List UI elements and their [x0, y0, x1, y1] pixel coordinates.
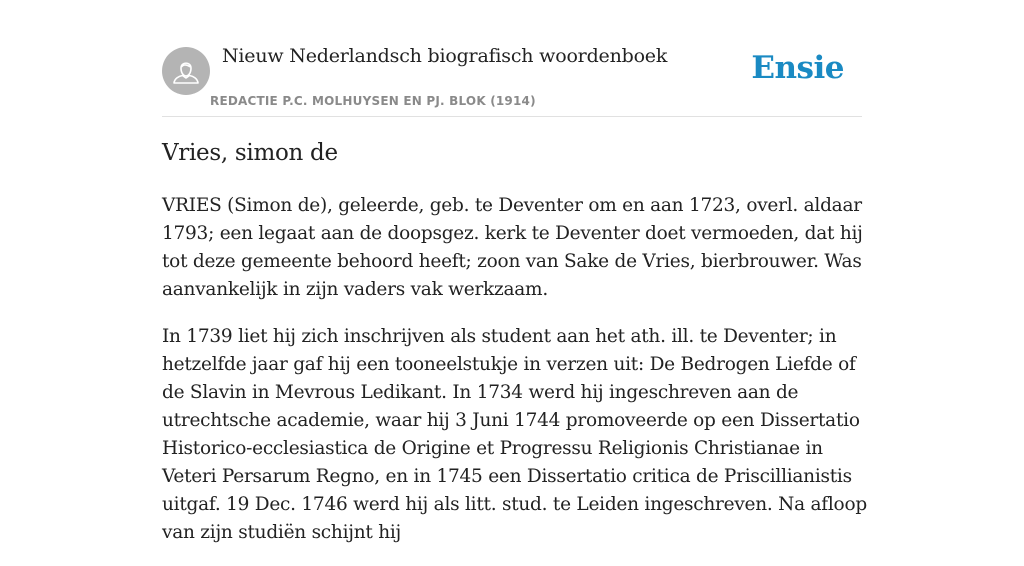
entry-paragraph: VRIES (Simon de), geleerde, geb. te Deventer om en aan 1723, overl. aldaar 1793; een legaat aan de doopsgez. kerk te Deventer doet vermoeden, dat hij tot deze gemeente behoord heeft; zoon van Sake de Vries, bierbrouwer. Was aanvankelijk in zijn vaders vak werkzaam. [162, 195, 863, 300]
ensie-logo[interactable]: Ensie [751, 50, 844, 86]
source-header [162, 40, 862, 117]
entry-body [162, 192, 872, 566]
book-title[interactable]: Nieuw Nederlandsch biografisch woordenboek [222, 45, 668, 67]
user-icon [162, 47, 210, 95]
book-editors: REDACTIE P.C. MOLHUYSEN EN PJ. BLOK (1914) [210, 94, 536, 108]
entry-paragraph: In 1739 liet hij zich inschrijven als student aan het ath. ill. te Deventer; in hetzelfde jaar gaf hij een tooneelstukje in verzen uit: De Bedrogen Liefde of de Slavin in Mevrous Ledikant. In 1734 werd hij ingeschreven aan de utrechtsche academie, waar hij 3 Juni 1744 promoveerde op een Dissertatio Historico-ecclesiastica de Origine et Progressu Religionis Christianae in Veteri Persarum Regno, en in 1745 een Dissertatio critica de Priscillianistis uitgaf. 19 Dec. 1746 werd hij als litt. stud. te Leiden ingeschreven. Na afloop van zijn studiën schijnt hij [162, 326, 867, 543]
avatar [162, 47, 210, 95]
entry-title: Vries, simon de [162, 140, 338, 166]
